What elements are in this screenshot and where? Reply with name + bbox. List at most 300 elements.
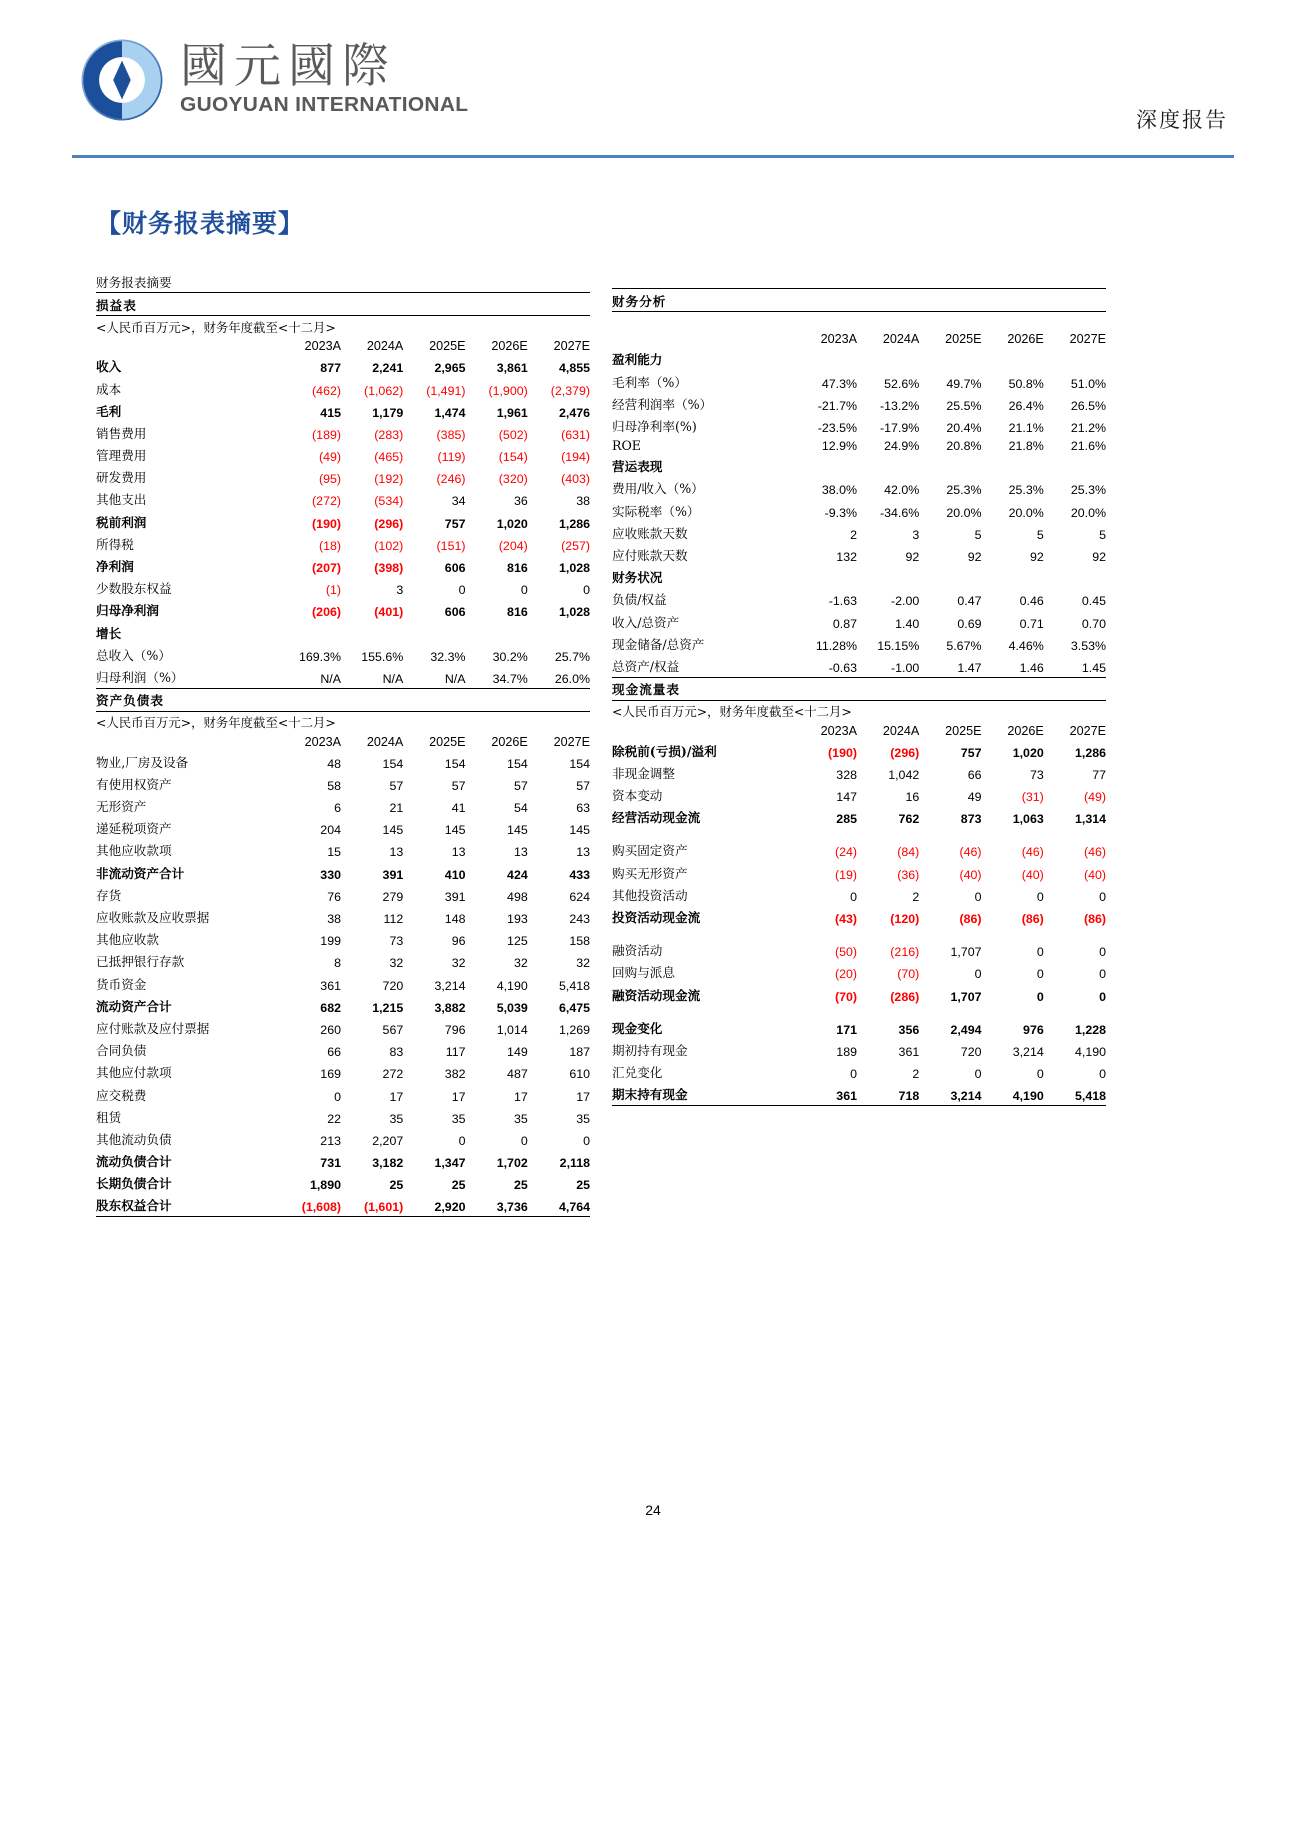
financial-tables xyxy=(96,270,1216,1217)
row-value: (46) xyxy=(1021,845,1044,860)
row-label: 少数股东权益 xyxy=(96,581,172,597)
row-label: 应付账款及应付票据 xyxy=(96,1020,210,1036)
row-value: 25.3% xyxy=(1008,483,1044,498)
row-value: 731 xyxy=(320,1156,341,1171)
table-row xyxy=(612,654,1106,677)
report-type-label: 深度报告 xyxy=(1136,108,1228,132)
row-value: 0.69 xyxy=(957,616,982,631)
row-value: 1,314 xyxy=(1074,812,1106,827)
row-value: 0.45 xyxy=(1081,594,1106,609)
row-label: 成本 xyxy=(96,381,122,397)
income-statement-table xyxy=(96,270,590,689)
row-value: (70) xyxy=(897,967,920,982)
row-value: (465) xyxy=(374,450,404,465)
row-value: 0 xyxy=(1036,889,1044,904)
table-row xyxy=(96,1127,590,1149)
row-value: 1,269 xyxy=(558,1022,590,1037)
table-row xyxy=(612,348,1106,370)
row-value: 73 xyxy=(1029,767,1044,782)
row-value: 0 xyxy=(583,1133,590,1148)
row-value: 92 xyxy=(967,550,982,565)
row-value: 5 xyxy=(1099,527,1106,542)
row-value xyxy=(857,348,919,370)
row-label: 流动负债合计 xyxy=(96,1154,172,1170)
row-value: 125 xyxy=(507,934,528,949)
row-value: (1,900) xyxy=(488,383,528,398)
row-label: 经营利润率（%） xyxy=(612,396,713,412)
row-label xyxy=(612,928,795,939)
row-value: -34.6% xyxy=(879,505,920,520)
row-value: (49) xyxy=(318,450,341,465)
row-label: 购买固定资产 xyxy=(612,843,688,859)
table-row xyxy=(96,772,590,794)
row-value: 57 xyxy=(513,778,528,793)
row-value: 32 xyxy=(513,956,528,971)
row-value: (189) xyxy=(312,427,341,442)
row-label: 流动资产合计 xyxy=(96,998,172,1014)
row-value: 610 xyxy=(569,1067,590,1082)
row-value: 57 xyxy=(389,778,404,793)
fa-year-2025e: 2025E xyxy=(945,332,982,347)
bs-year-2025e: 2025E xyxy=(429,734,466,749)
row-value: 6 xyxy=(334,801,341,816)
fa-year-2024a: 2024A xyxy=(882,332,920,347)
table-row xyxy=(612,392,1106,414)
row-value: 873 xyxy=(960,812,982,827)
balance-sheet-header xyxy=(96,689,590,712)
row-label: 现金储备/总资产 xyxy=(612,636,705,652)
row-label: 投资活动现金流 xyxy=(612,910,701,926)
table-row xyxy=(96,950,590,972)
analysis-year-header xyxy=(612,331,1106,348)
table-row xyxy=(96,577,590,599)
row-value: (246) xyxy=(436,472,466,487)
row-label: 非流动资产合计 xyxy=(96,865,185,881)
row-value: 356 xyxy=(898,1022,920,1037)
row-value: 0 xyxy=(1036,945,1044,960)
balance-sheet-title: 资产负债表 xyxy=(96,689,590,712)
analysis-blank-row xyxy=(612,312,1106,331)
row-value: 12.9% xyxy=(821,439,857,454)
row-value: (2,379) xyxy=(550,383,590,398)
row-value: (192) xyxy=(374,472,404,487)
table-row xyxy=(96,1016,590,1038)
row-value: (190) xyxy=(828,745,857,760)
year-2027e: 2027E xyxy=(553,339,590,354)
row-value: 0 xyxy=(850,1067,857,1082)
table-row xyxy=(612,477,1106,499)
row-label: 期初持有现金 xyxy=(612,1042,688,1058)
row-value: 154 xyxy=(569,756,590,771)
table-row xyxy=(96,1061,590,1083)
row-value: (86) xyxy=(1021,912,1044,927)
row-value: (257) xyxy=(561,538,590,553)
row-value: 2,207 xyxy=(372,1133,404,1148)
row-value: 32 xyxy=(576,956,590,971)
row-value xyxy=(1044,1005,1106,1016)
row-value: 3,214 xyxy=(919,1083,981,1106)
row-value: (194) xyxy=(561,450,590,465)
row-label: 现金变化 xyxy=(612,1020,663,1036)
table-row xyxy=(96,399,590,421)
row-value: 213 xyxy=(320,1133,341,1148)
row-label: 融资活动现金流 xyxy=(612,987,701,1003)
row-value: 0 xyxy=(1099,1067,1106,1082)
row-value: (1) xyxy=(325,583,341,598)
row-value: 382 xyxy=(444,1067,466,1082)
row-value xyxy=(919,455,981,477)
table-row xyxy=(612,828,1106,839)
table-row xyxy=(96,883,590,905)
row-label: 其他应收款 xyxy=(96,932,159,948)
row-value: 361 xyxy=(795,1083,857,1106)
row-label: 货币资金 xyxy=(96,976,147,992)
row-value: (20) xyxy=(834,967,857,982)
row-label: 除税前(亏损)/溢利 xyxy=(612,743,717,759)
row-value: 0.70 xyxy=(1081,616,1106,631)
row-value xyxy=(981,1005,1043,1016)
row-value: 42.0% xyxy=(884,483,920,498)
row-value: N/A xyxy=(403,665,465,688)
row-value: 816 xyxy=(507,605,528,620)
guoyuan-logo-icon xyxy=(78,36,166,124)
row-value xyxy=(919,348,981,370)
row-value: 1,028 xyxy=(558,561,590,576)
row-value xyxy=(1044,455,1106,477)
row-label: 长期负债合计 xyxy=(96,1176,172,1192)
table-row xyxy=(96,488,590,510)
row-value: 36 xyxy=(513,494,528,509)
row-label: 购买无形资产 xyxy=(612,865,688,881)
row-value: 877 xyxy=(320,361,341,376)
table-row xyxy=(612,1038,1106,1060)
row-value: 1,474 xyxy=(434,405,466,420)
row-value: 2,118 xyxy=(559,1156,590,1171)
row-value: 0 xyxy=(1036,1067,1044,1082)
row-value: (296) xyxy=(890,745,920,760)
row-value: 50.8% xyxy=(1008,376,1044,391)
table-row xyxy=(612,1005,1106,1016)
row-value: 0 xyxy=(974,889,982,904)
row-value: 718 xyxy=(857,1083,919,1106)
row-value: 415 xyxy=(320,405,341,420)
row-value: -2.00 xyxy=(890,594,920,609)
row-label: 毛利率（%） xyxy=(612,374,687,390)
row-value: 51.0% xyxy=(1070,376,1106,391)
row-label: 研发费用 xyxy=(96,470,147,486)
row-value: -13.2% xyxy=(879,398,920,413)
row-value: 32 xyxy=(451,956,466,971)
row-value: 0.46 xyxy=(1019,594,1044,609)
row-value: 147 xyxy=(836,790,857,805)
row-label: 费用/收入（%） xyxy=(612,481,704,497)
row-value: 57 xyxy=(576,778,590,793)
row-value: 3,214 xyxy=(1012,1044,1044,1059)
row-value: 3 xyxy=(396,583,404,598)
row-value: (36) xyxy=(897,867,920,882)
table-row xyxy=(612,543,1106,565)
row-label: 净利润 xyxy=(96,559,134,575)
row-value: 132 xyxy=(836,550,857,565)
row-value: 4,190 xyxy=(981,1083,1043,1106)
row-value xyxy=(795,455,857,477)
row-value: (49) xyxy=(1083,790,1106,805)
row-value: (207) xyxy=(312,561,341,576)
bs-year-2024a: 2024A xyxy=(366,734,404,749)
row-value xyxy=(919,828,981,839)
row-value: 3 xyxy=(912,527,920,542)
cf-year-2025e: 2025E xyxy=(945,723,982,738)
row-label: 归母净利润 xyxy=(96,603,159,619)
table-row xyxy=(96,355,590,377)
row-value: 21.8% xyxy=(1008,439,1044,454)
table-row xyxy=(96,972,590,994)
row-value: 92 xyxy=(905,550,920,565)
row-value: 17 xyxy=(513,1089,528,1104)
row-value: 187 xyxy=(569,1045,590,1060)
row-value: 361 xyxy=(898,1044,920,1059)
cashflow-currency-note: <人民币百万元>，财务年度截至<十二月> xyxy=(612,704,852,720)
row-value: (320) xyxy=(498,472,528,487)
row-value xyxy=(795,566,857,588)
row-value xyxy=(465,621,527,643)
row-label: 经营活动现金流 xyxy=(612,810,701,826)
row-value xyxy=(403,621,465,643)
row-value: 1,020 xyxy=(1012,745,1044,760)
row-value: 4.46% xyxy=(1008,638,1044,653)
row-label: 归母利润（%） xyxy=(96,665,279,688)
row-label: 其他投资活动 xyxy=(612,887,688,903)
row-value: 0 xyxy=(1036,967,1044,982)
row-value: 1,286 xyxy=(558,516,590,531)
row-value: 92 xyxy=(1029,550,1044,565)
row-value: 1.40 xyxy=(895,616,920,631)
row-value: 757 xyxy=(960,745,982,760)
row-value: 49.7% xyxy=(946,376,982,391)
row-value: (398) xyxy=(374,561,404,576)
table-row xyxy=(612,455,1106,477)
row-value: 0 xyxy=(1036,989,1044,1004)
row-value: -21.7% xyxy=(817,398,857,413)
bs-year-2026e: 2026E xyxy=(491,734,528,749)
row-value: 154 xyxy=(382,756,404,771)
row-value: 17 xyxy=(576,1089,590,1104)
financial-analysis-table xyxy=(612,270,1106,678)
income-currency-note-row xyxy=(96,316,590,338)
row-value: 624 xyxy=(569,889,590,904)
row-value: 5 xyxy=(1036,527,1044,542)
row-value: 48 xyxy=(327,756,341,771)
row-value: 361 xyxy=(320,978,341,993)
row-label: 总资产/权益 xyxy=(612,654,795,677)
row-value: (462) xyxy=(312,383,341,398)
table-row xyxy=(96,643,590,665)
row-value: (1,062) xyxy=(363,383,404,398)
row-value: 976 xyxy=(1023,1022,1044,1037)
row-value: 16 xyxy=(905,790,920,805)
table-row xyxy=(612,499,1106,521)
year-2023a: 2023A xyxy=(304,339,341,354)
row-value: (40) xyxy=(959,867,982,882)
table-row xyxy=(96,817,590,839)
row-value xyxy=(1044,566,1106,588)
row-value: 3,736 xyxy=(465,1194,527,1217)
row-value: 189 xyxy=(836,1044,857,1059)
row-value: 145 xyxy=(444,823,466,838)
row-value: 328 xyxy=(836,767,857,782)
income-statement-title: 损益表 xyxy=(96,293,590,316)
row-value: 169.3% xyxy=(298,649,341,664)
row-value: 57 xyxy=(451,778,466,793)
row-value: 6,475 xyxy=(558,1000,590,1015)
row-label: 汇兑变化 xyxy=(612,1065,663,1081)
row-value: 52.6% xyxy=(884,376,920,391)
row-label: 负债/权益 xyxy=(612,592,667,608)
row-value: 796 xyxy=(444,1022,466,1037)
row-value: (95) xyxy=(318,472,341,487)
table-row xyxy=(612,588,1106,610)
table-row xyxy=(96,1083,590,1105)
income-year-header xyxy=(96,338,590,355)
row-value: 77 xyxy=(1092,767,1106,782)
row-value: (24) xyxy=(834,845,857,860)
row-value: 4,190 xyxy=(496,978,528,993)
row-value: (631) xyxy=(561,427,590,442)
row-label: 其他应付款项 xyxy=(96,1065,172,1081)
row-value xyxy=(981,455,1043,477)
row-value: 17 xyxy=(451,1089,466,1104)
row-value: 20.0% xyxy=(946,505,982,520)
table-row xyxy=(96,905,590,927)
table-row xyxy=(612,883,1106,905)
row-value: 3,214 xyxy=(434,978,466,993)
row-value: 54 xyxy=(513,801,528,816)
row-label: 应付账款天数 xyxy=(612,548,688,564)
row-value: 76 xyxy=(327,889,341,904)
row-value: (190) xyxy=(312,516,341,531)
table-row xyxy=(612,761,1106,783)
row-value: 0.47 xyxy=(957,594,982,609)
row-value xyxy=(919,1005,981,1016)
balance-currency-note-row xyxy=(96,711,590,733)
row-value: (46) xyxy=(959,845,982,860)
row-value: 38.0% xyxy=(821,483,857,498)
table-row xyxy=(96,795,590,817)
row-value: 1,042 xyxy=(888,767,920,782)
row-value: 0 xyxy=(1099,989,1106,1004)
row-value: (286) xyxy=(890,989,920,1004)
row-value: (50) xyxy=(834,945,857,960)
row-value: 2 xyxy=(850,527,857,542)
row-label: 增长 xyxy=(96,625,122,641)
row-value: 22 xyxy=(327,1111,341,1126)
row-value: 49 xyxy=(967,790,982,805)
row-value: 8 xyxy=(334,956,341,971)
row-value: 13 xyxy=(513,845,528,860)
row-value: 17 xyxy=(389,1089,404,1104)
row-label: 应收账款天数 xyxy=(612,525,688,541)
row-value: 816 xyxy=(507,561,528,576)
row-value: -0.63 xyxy=(795,654,857,677)
row-value: 25 xyxy=(451,1178,466,1193)
row-value: 2 xyxy=(912,1067,920,1082)
row-value: 5,039 xyxy=(496,1000,528,1015)
row-value: (84) xyxy=(897,845,920,860)
row-value: 487 xyxy=(507,1067,528,1082)
row-value: 0 xyxy=(1099,967,1106,982)
row-value: (204) xyxy=(498,538,528,553)
row-value: 5.67% xyxy=(946,638,982,653)
row-value: 0 xyxy=(520,583,528,598)
row-value: 171 xyxy=(836,1022,857,1037)
table-row xyxy=(612,839,1106,861)
row-value: 0 xyxy=(974,1067,982,1082)
row-value: 0 xyxy=(1099,945,1106,960)
row-value: 20.4% xyxy=(946,420,982,435)
row-value: 279 xyxy=(382,889,404,904)
page-number: 24 xyxy=(645,1502,661,1518)
row-label: 回购与派息 xyxy=(612,965,675,981)
row-value: (86) xyxy=(1083,912,1106,927)
row-value: (119) xyxy=(437,450,466,465)
row-label: 其他流动负债 xyxy=(96,1131,172,1147)
row-value: 424 xyxy=(507,867,528,882)
row-label: 非现金调整 xyxy=(612,765,675,781)
table-row xyxy=(96,928,590,950)
row-value: 169 xyxy=(320,1067,341,1082)
row-value: 20.8% xyxy=(946,439,982,454)
row-value: 35 xyxy=(576,1111,590,1126)
row-label: 盈利能力 xyxy=(612,352,663,368)
row-label: 递延税项资产 xyxy=(96,821,172,837)
row-value: -23.5% xyxy=(817,420,857,435)
table-row xyxy=(612,961,1106,983)
row-value: 41 xyxy=(451,801,466,816)
row-value: 330 xyxy=(320,867,341,882)
cf-year-2027e: 2027E xyxy=(1069,723,1106,738)
row-label: 收入/总资产 xyxy=(612,614,680,630)
balance-sheet-body xyxy=(96,750,590,1216)
row-value xyxy=(919,566,981,588)
row-value: 21 xyxy=(389,801,404,816)
table-row xyxy=(96,1150,590,1172)
table-row xyxy=(612,806,1106,828)
row-label: 收入 xyxy=(96,359,122,375)
cash-flow-header xyxy=(612,678,1106,701)
fa-year-2027e: 2027E xyxy=(1069,332,1106,347)
table-row xyxy=(612,1061,1106,1083)
row-value xyxy=(528,621,590,643)
row-value: 83 xyxy=(389,1045,404,1060)
row-label: 税前利润 xyxy=(96,514,147,530)
financial-analysis-title: 财务分析 xyxy=(612,289,1106,312)
page-title: 【财务报表摘要】 xyxy=(96,209,305,238)
row-value: 498 xyxy=(507,889,528,904)
row-value: (18) xyxy=(318,538,341,553)
row-value: 13 xyxy=(389,845,404,860)
row-value: 1,286 xyxy=(1074,745,1106,760)
row-label: 实际税率（%） xyxy=(612,503,700,519)
table-row xyxy=(96,1105,590,1127)
row-value: 391 xyxy=(444,889,466,904)
table-row xyxy=(612,632,1106,654)
row-value: 38 xyxy=(576,494,590,509)
row-value: (46) xyxy=(1083,845,1106,860)
row-value: 155.6% xyxy=(361,649,404,664)
row-value: 154 xyxy=(444,756,466,771)
row-value: 73 xyxy=(389,934,404,949)
row-value: 1,890 xyxy=(309,1178,341,1193)
